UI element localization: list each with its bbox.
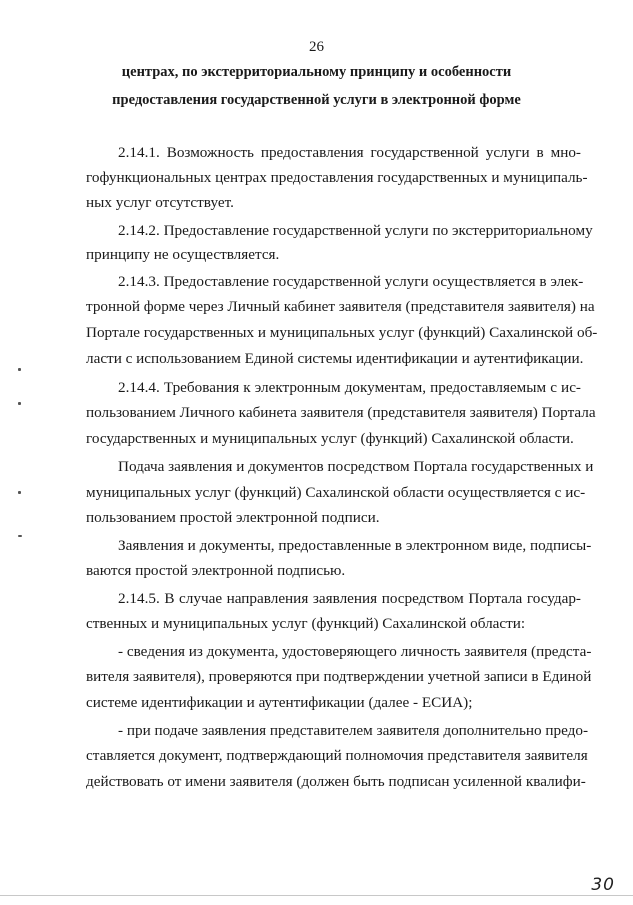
scan-mark	[18, 535, 22, 537]
text-line: ных услуг отсутствует.	[86, 194, 234, 211]
text-line: Заявления и документы, предоставленные в электронном виде, подписы-	[118, 537, 592, 554]
text-line: - при подаче заявления представителем заявителя дополнительно предо-	[118, 722, 589, 739]
scan-mark	[18, 368, 21, 371]
section-heading-line-1: центрах, по экстерриториальному принципу и особенности	[121, 64, 512, 80]
text-line: 2.14.2. Предоставление государственной услуги по экстерриториальному	[118, 222, 593, 239]
text-line: действовать от имени заявителя (должен быть подписан усиленной квалифи-	[86, 773, 586, 790]
text-line: гофункциональных центрах предоставления государственных и муниципаль-	[86, 169, 588, 186]
text-line: ставляется документ, подтверждающий полномочия представителя заявителя	[86, 747, 588, 764]
text-line: ственных и муниципальных услуг (функций) Сахалинской области:	[86, 615, 526, 632]
text-line: ваются простой электронной подписью.	[86, 562, 346, 579]
section-heading-line-2: предоставления государственной услуги в электронной форме	[112, 92, 521, 108]
text-line: принципу не осуществляется.	[86, 246, 280, 263]
text-line: Портале государственных и муниципальных услуг (функций) Сахалинской об-	[86, 324, 598, 341]
text-line: 2.14.5. В случае направления заявления посредством Портала государ-	[118, 590, 581, 607]
text-line: системе идентификации и аутентификации (далее - ЕСИА);	[86, 694, 473, 711]
text-line: пользованием простой электронной подписи.	[86, 509, 380, 526]
handwritten-page-number: 30	[591, 875, 615, 895]
text-line: ласти с использованием Единой системы идентификации и аутентификации.	[86, 350, 584, 367]
scan-edge	[0, 895, 633, 896]
text-line: тронной форме через Личный кабинет заявителя (представителя заявителя) на	[86, 298, 595, 315]
scan-mark	[18, 491, 21, 494]
text-line: пользованием Личного кабинета заявителя (представителя заявителя) Портала	[86, 404, 596, 421]
text-line: муниципальных услуг (функций) Сахалинской области осуществляется с ис-	[86, 484, 586, 501]
text-line: государственных и муниципальных услуг (функций) Сахалинской области.	[86, 430, 574, 447]
page-number: 26	[309, 39, 324, 55]
text-line: 2.14.1. Возможность предоставления государственной услуги в мно-	[118, 144, 581, 161]
scan-mark	[18, 402, 21, 405]
text-line: Подача заявления и документов посредством Портала государственных и	[118, 458, 594, 475]
text-line: 2.14.3. Предоставление государственной услуги осуществляется в элек-	[118, 273, 584, 290]
text-line: вителя заявителя), проверяются при подтверждении учетной записи в Единой	[86, 668, 592, 685]
text-line: - сведения из документа, удостоверяющего личность заявителя (предста-	[118, 643, 592, 660]
text-line: 2.14.4. Требования к электронным документам, предоставляемым с ис-	[118, 379, 581, 396]
